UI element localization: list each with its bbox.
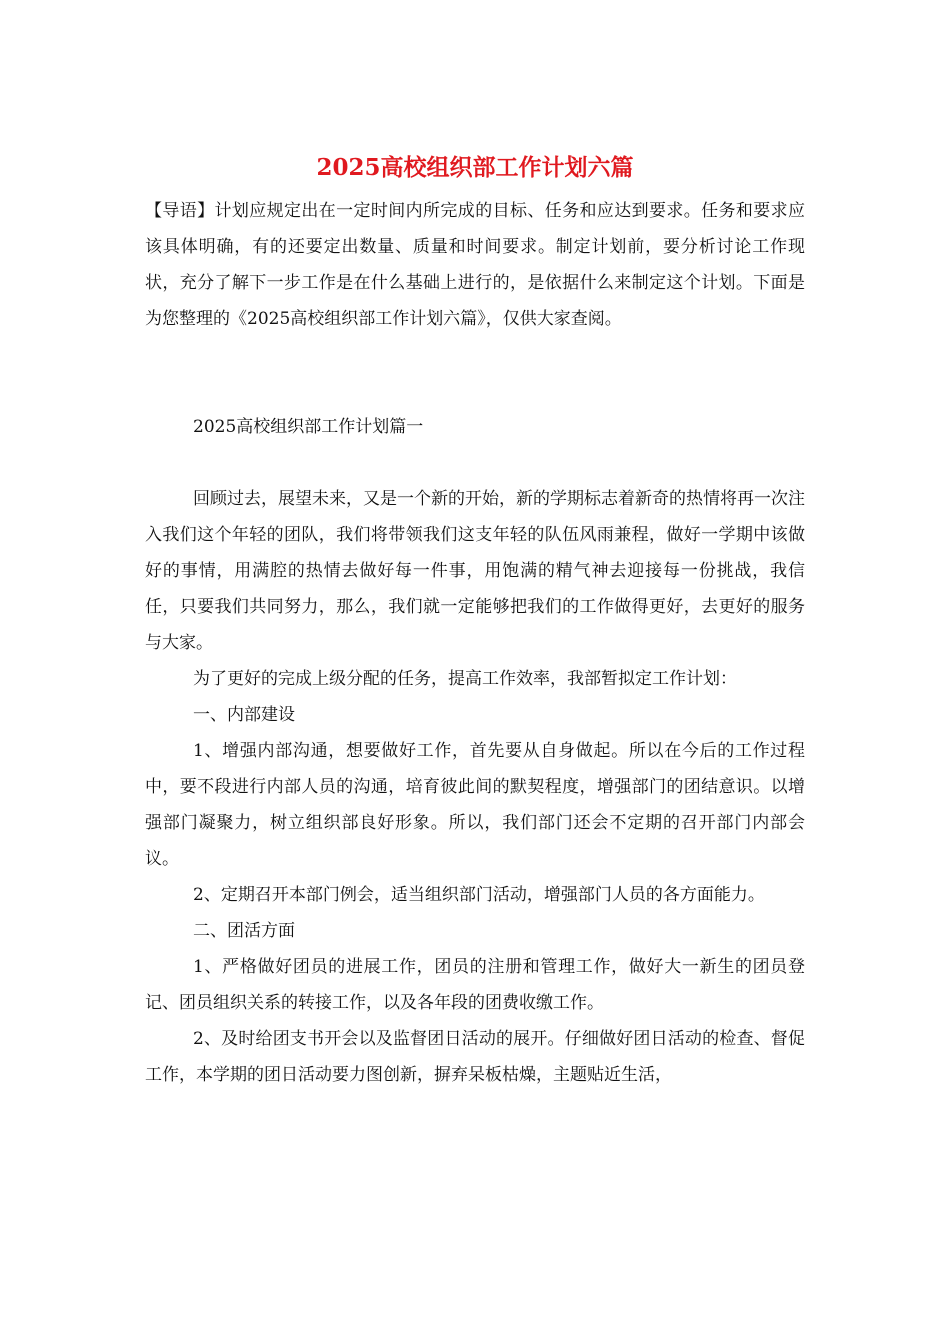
body-paragraph: 1、严格做好团员的进展工作，团员的注册和管理工作，做好大一新生的团员登记、团员组织关系的转接工作，以及各年段的团费收缴工作。 bbox=[145, 957, 805, 1013]
intro-paragraph: 【导语】计划应规定出在一定时间内所完成的目标、任务和应达到要求。任务和要求应该具体明确，有的还要定出数量、质量和时间要求。制定计划前，要分析讨论工作现状，充分了解下一步工作是在什么基础上进行的，是依据什么来制定这个计划。下面是为您整理的《2025高校组织部工作计划六篇》，仅供大家查阅。 bbox=[145, 201, 805, 329]
body-paragraph: 2、定期召开本部门例会，适当组织部门活动，增强部门人员的各方面能力。 bbox=[193, 885, 765, 905]
body-paragraph: 为了更好的完成上级分配的任务，提高工作效率，我部暂拟定工作计划： bbox=[193, 669, 737, 689]
body-paragraph: 回顾过去，展望未来，又是一个新的开始，新的学期标志着新奇的热情将再一次注入我们这个年轻的团队，我们将带领我们这支年轻的队伍风雨兼程，做好一学期中该做好的事情，用满腔的热情去做好每一件事，用饱满的精气神去迎接每一份挑战，我信任，只要我们共同努力，那么，我们就一定能够把我们的工作做得更好，去更好的服务与大家。 bbox=[145, 489, 805, 653]
document-title: 2025高校组织部工作计划六篇 bbox=[316, 154, 634, 181]
section-heading: 二、团活方面 bbox=[193, 921, 295, 941]
body-paragraph: 2、及时给团支书开会以及监督团日活动的展开。仔细做好团日活动的检查、督促工作，本学期的团日活动要力图创新，摒弃呆板枯燥，主题贴近生活， bbox=[145, 1029, 805, 1085]
body-paragraph: 1、增强内部沟通，想要做好工作，首先要从自身做起。所以在今后的工作过程中，要不段进行内部人员的沟通，培育彼此间的默契程度，增强部门的团结意识。以增强部门凝聚力，树立组织部良好形象。所以，我们部门还会不定期的召开部门内部会议。 bbox=[145, 741, 805, 869]
document-body bbox=[145, 193, 805, 1093]
section-heading: 一、内部建设 bbox=[193, 705, 295, 725]
section-title: 2025高校组织部工作计划篇一 bbox=[193, 417, 424, 437]
